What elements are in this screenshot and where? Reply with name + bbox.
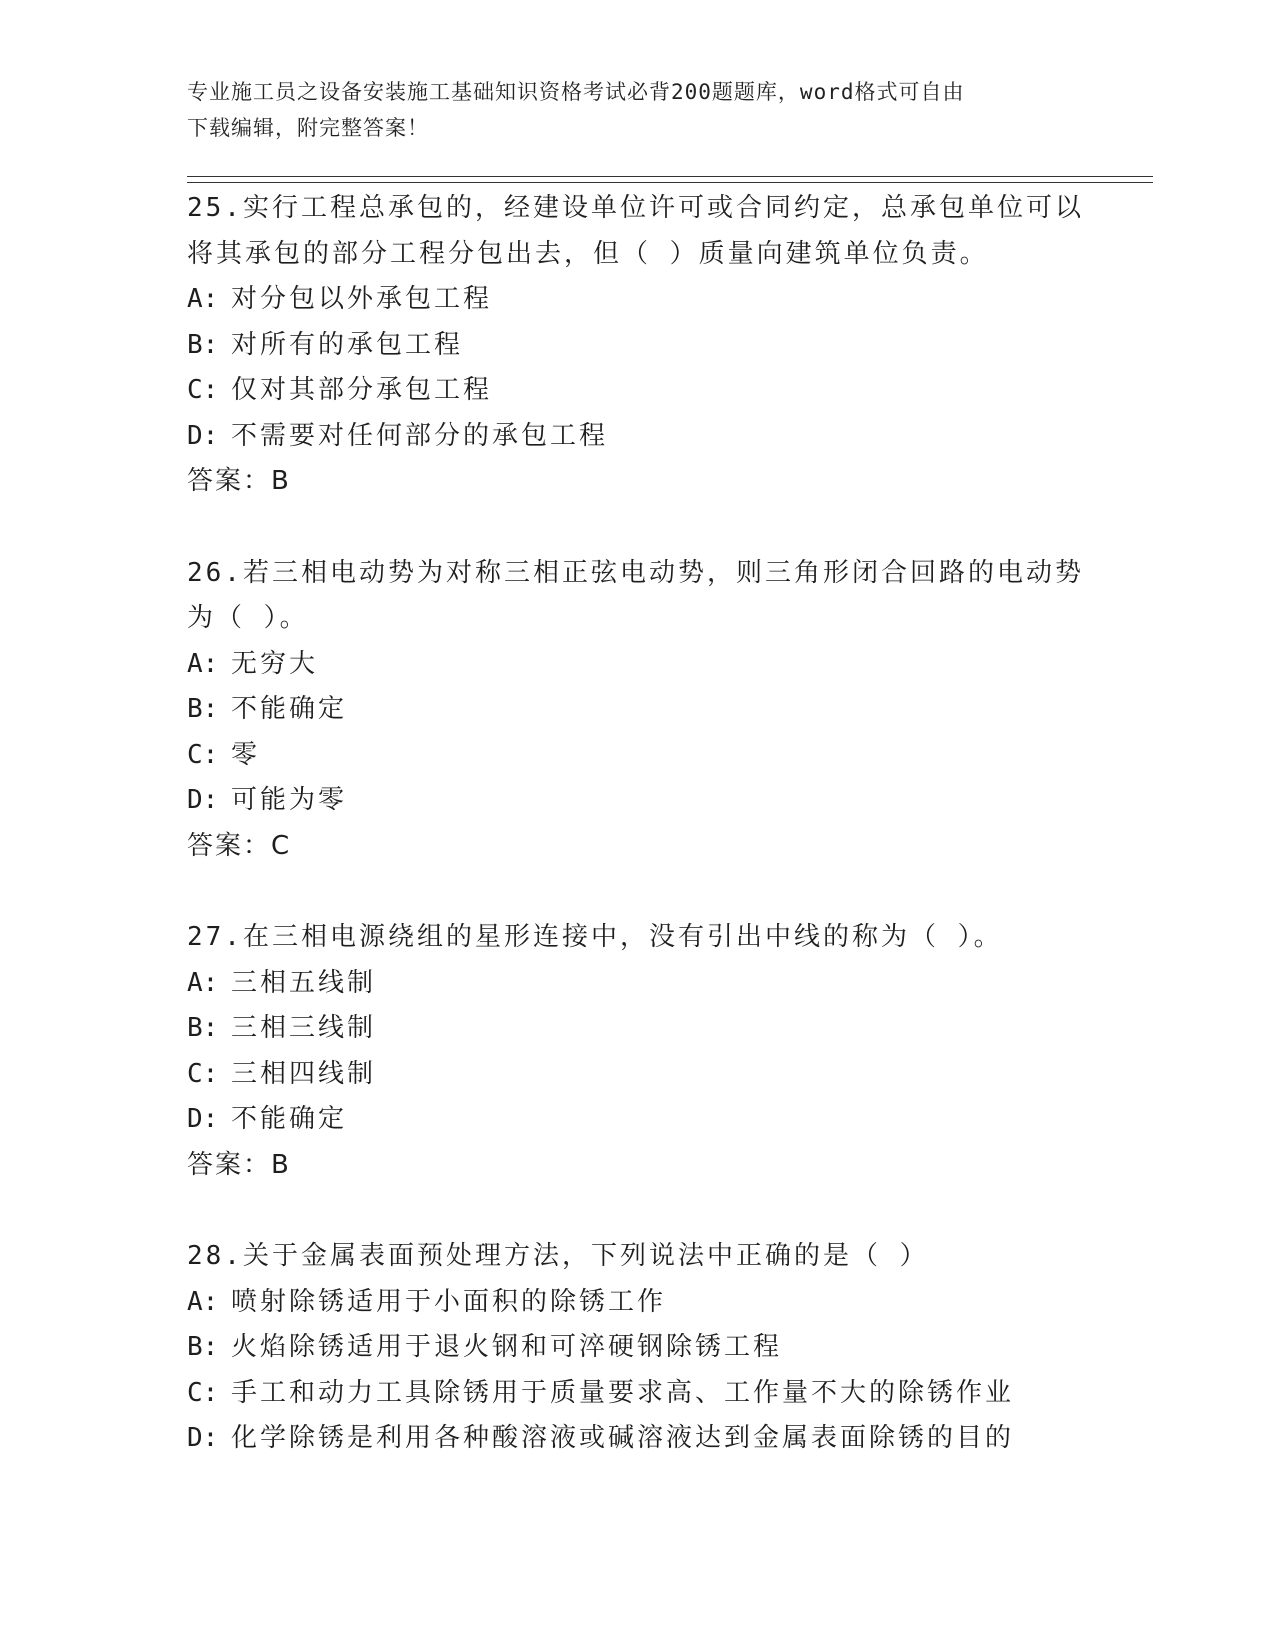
- question-28: [187, 1234, 1087, 1462]
- option-text: 不需要对任何部分的承包工程: [231, 420, 609, 451]
- option-text: 对所有的承包工程: [231, 329, 464, 360]
- option-text: 无穷大: [231, 648, 319, 679]
- option-text: 不能确定: [231, 1104, 348, 1134]
- question-stem-line: 为（ ）。: [187, 603, 309, 633]
- question-25: [187, 186, 1087, 505]
- question-stem-line: 26.若三相电动势为对称三相正弦电动势，则三角形闭合回路的电动势: [187, 557, 1084, 588]
- header-rule-bottom: [187, 182, 1153, 183]
- option-d: [187, 778, 1087, 824]
- question-stem: [187, 1234, 1087, 1280]
- option-text: 对分包以外承包工程: [231, 284, 493, 314]
- header-rule-top: [187, 176, 1153, 177]
- answer-line: 答案：B: [187, 1149, 291, 1180]
- option-letter: C:: [187, 1058, 219, 1089]
- option-b: [187, 1325, 1087, 1371]
- document-header: [187, 74, 1067, 146]
- header-line-2: 下载编辑，附完整答案！: [187, 116, 429, 140]
- option-text: 化学除锈是利用各种酸溶液或碱溶液达到金属表面除锈的目的: [231, 1423, 1015, 1453]
- option-b: [187, 687, 1087, 733]
- question-stem-line: 27.在三相电源绕组的星形连接中，没有引出中线的称为（ ）。: [187, 922, 1003, 952]
- option-letter: A:: [187, 284, 219, 314]
- option-letter: C:: [187, 375, 219, 405]
- option-letter: B:: [187, 1332, 219, 1362]
- option-letter: C:: [187, 1377, 219, 1408]
- option-text: 喷射除锈适用于小面积的除锈工作: [231, 1286, 667, 1317]
- option-c: [187, 1371, 1087, 1417]
- option-letter: B:: [187, 694, 219, 724]
- option-text: 三相五线制: [231, 967, 377, 998]
- option-text: 仅对其部分承包工程: [231, 375, 493, 405]
- option-letter: A:: [187, 1286, 219, 1317]
- answer-line: 答案：C: [187, 830, 292, 861]
- question-stem-line: 将其承包的部分工程分包出去，但（ ）质量向建筑单位负责。: [187, 238, 989, 269]
- option-text: 可能为零: [231, 785, 348, 815]
- option-d: [187, 414, 1087, 460]
- option-a: [187, 1280, 1087, 1326]
- option-text: 零: [231, 739, 261, 770]
- option-b: [187, 323, 1087, 369]
- option-letter: D:: [187, 420, 219, 451]
- option-text: 三相三线制: [231, 1013, 377, 1043]
- question-26: [187, 551, 1087, 870]
- option-c: [187, 368, 1087, 414]
- question-list: [187, 186, 1087, 1508]
- option-text: 手工和动力工具除锈用于质量要求高、工作量不大的除锈作业: [231, 1377, 1015, 1408]
- option-text: 火焰除锈适用于退火钢和可淬硬钢除锈工程: [231, 1332, 783, 1362]
- option-b: [187, 1006, 1087, 1052]
- option-text: 三相四线制: [231, 1058, 377, 1089]
- answer-line: 答案：B: [187, 466, 291, 496]
- option-a: [187, 277, 1087, 323]
- option-letter: D:: [187, 1423, 219, 1453]
- option-letter: D:: [187, 1104, 219, 1134]
- option-d: [187, 1097, 1087, 1143]
- option-letter: B:: [187, 1013, 219, 1043]
- option-text: 不能确定: [231, 694, 348, 724]
- question-stem: [187, 186, 1087, 277]
- question-27: [187, 915, 1087, 1188]
- question-stem: [187, 551, 1087, 642]
- option-a: [187, 642, 1087, 688]
- option-c: [187, 733, 1087, 779]
- option-d: [187, 1416, 1087, 1462]
- question-stem-line: 25.实行工程总承包的，经建设单位许可或合同约定，总承包单位可以: [187, 193, 1084, 223]
- option-letter: D:: [187, 785, 219, 815]
- option-letter: C:: [187, 739, 219, 770]
- header-line-1: 专业施工员之设备安装施工基础知识资格考试必背200题题库，word格式可自由: [187, 80, 965, 104]
- option-letter: B:: [187, 329, 219, 360]
- option-c: [187, 1052, 1087, 1098]
- option-letter: A:: [187, 967, 219, 998]
- option-a: [187, 961, 1087, 1007]
- question-stem: [187, 915, 1087, 961]
- question-stem-line: 28.关于金属表面预处理方法，下列说法中正确的是（ ）: [187, 1241, 929, 1271]
- option-letter: A:: [187, 648, 219, 679]
